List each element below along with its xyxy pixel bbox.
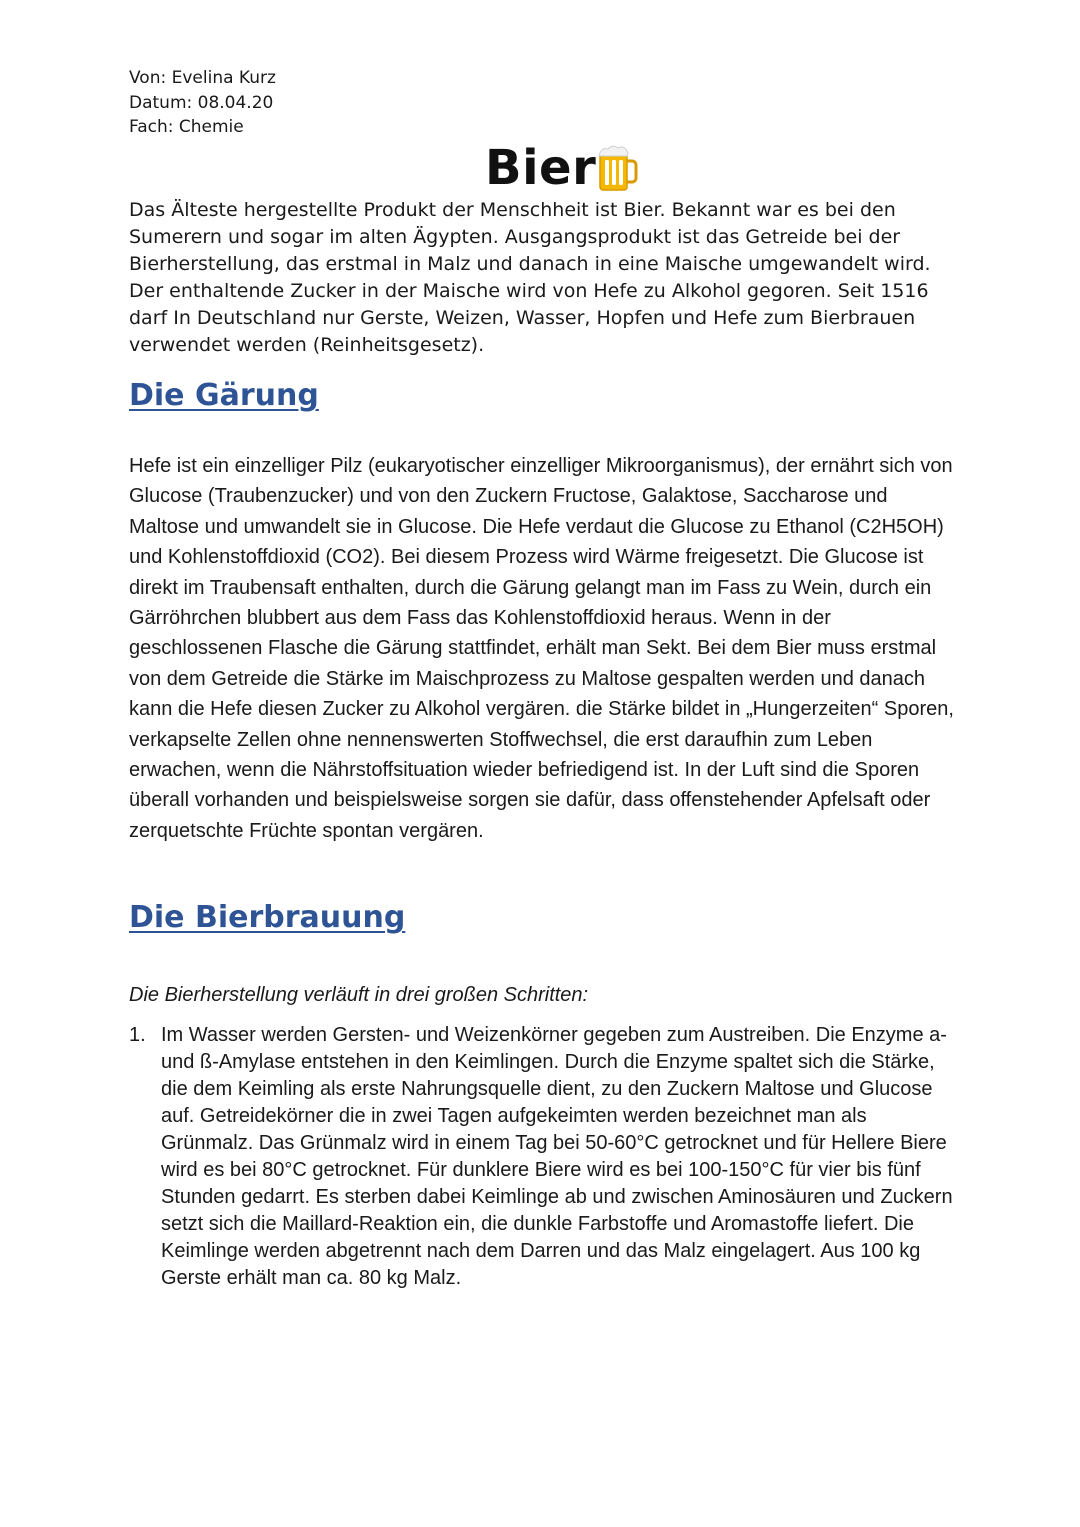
intro-text: Das Älteste hergestellte Produkt der Menschheit ist Bier. Bekannt war es bei den Sumerern und sogar im alten Ägypten. Ausgangsprodukt ist das Getreide bei der Bierherstellung, das erstmal in Malz und danach in eine Maische umgewandelt wird. Der enthaltende Zucker in der Maische wird von Hefe zu Alkohol gegoren. Seit 1516 darf In Deutschland nur Gerste, Weizen, Wasser, Hopfen und Hefe zum Bierbrauen verwendet werden (Reinheitsgesetz).: [129, 199, 931, 356]
intro-paragraph: [129, 197, 959, 359]
author-line: Von: Evelina Kurz: [129, 68, 276, 88]
list-item: [129, 1022, 959, 1292]
brauung-steps-list: [129, 1022, 959, 1292]
date-line: Datum: 08.04.20: [129, 92, 274, 113]
page-title: Bier: [485, 139, 597, 196]
section-heading-garung: Die Gärung: [129, 378, 319, 413]
document-meta: [129, 66, 276, 140]
step-text: Im Wasser werden Gersten- und Weizenkörner gegeben zum Austreiben. Die Enzyme a- und ß-Amylase entstehen in den Keimlingen. Durch die Enzyme spaltet sich die Stärke, die dem Keimling als erste Nahrungsquelle dient, zu den Zuckern Maltose und Glucose auf. Getreidekörner die in zwei Tagen aufgekeimten werden bezeichnet man als Grünmalz. Das Grünmalz wird in einem Tag bei 50-60°C getrocknet und für Hellere Biere wird es bei 80°C getrocknet. Für dunklere Biere wird es bei 100-150°C für vier bis fünf Stunden gedarrt. Es sterben dabei Keimlinge ab und zwischen Aminosäuren und Zuckern setzt sich die Maillard-Reaktion ein, die dunkle Farbstoffe und Aromastoffe liefert. Die Keimlinge werden abgetrennt nach dem Darren und das Malz eingelagert. Aus 100 kg Gerste erhält man ca. 80 kg Malz.: [161, 1024, 953, 1289]
subject-line: Fach: Chemie: [129, 117, 244, 137]
beer-mug-icon: [598, 144, 638, 197]
section-heading-brauung: Die Bierbrauung: [129, 900, 406, 935]
title-block: [485, 138, 638, 197]
brauung-lead-text: Die Bierherstellung verläuft in drei großen Schritten:: [129, 984, 589, 1006]
garung-paragraph: Hefe ist ein einzelliger Pilz (eukaryotischer einzelliger Mikroorganismus), der ernährt sich von Glucose (Traubenzucker) und von den Zuckern Fructose, Galaktose, Saccharose und Maltose und umwandelt sie in Glucose. Die Hefe verdaut die Glucose zu Ethanol (C2H5OH) und Kohlenstoffdioxid (CO2). Bei diesem Prozess wird Wärme freigesetzt. Die Glucose ist direkt im Traubensaft enthalten, durch die Gärung gelangt man im Fass zu Wein, durch ein Gärröhrchen blubbert aus dem Fass das Kohlenstoffdioxid heraus. Wenn in der geschlossenen Flasche die Gärung stattfindet, erhält man Sekt. Bei dem Bier muss erstmal von dem Getreide die Stärke im Maischprozess zu Maltose gespalten werden und danach kann die Hefe diesen Zucker zu Alkohol vergären. die Stärke bildet in „Hungerzeiten“ Sporen, verkapselte Zellen ohne nennenswerten Stoffwechsel, die erst daraufhin zum Leben erwachen, wenn die Nährstoffsituation wieder befriedigend ist. In der Luft sind die Sporen überall vorhanden und beispielsweise sorgen sie dafür, dass offenstehender Apfelsaft oder zerquetschte Früchte spontan vergären.: [129, 455, 954, 842]
step-number: 1.: [129, 1024, 146, 1046]
